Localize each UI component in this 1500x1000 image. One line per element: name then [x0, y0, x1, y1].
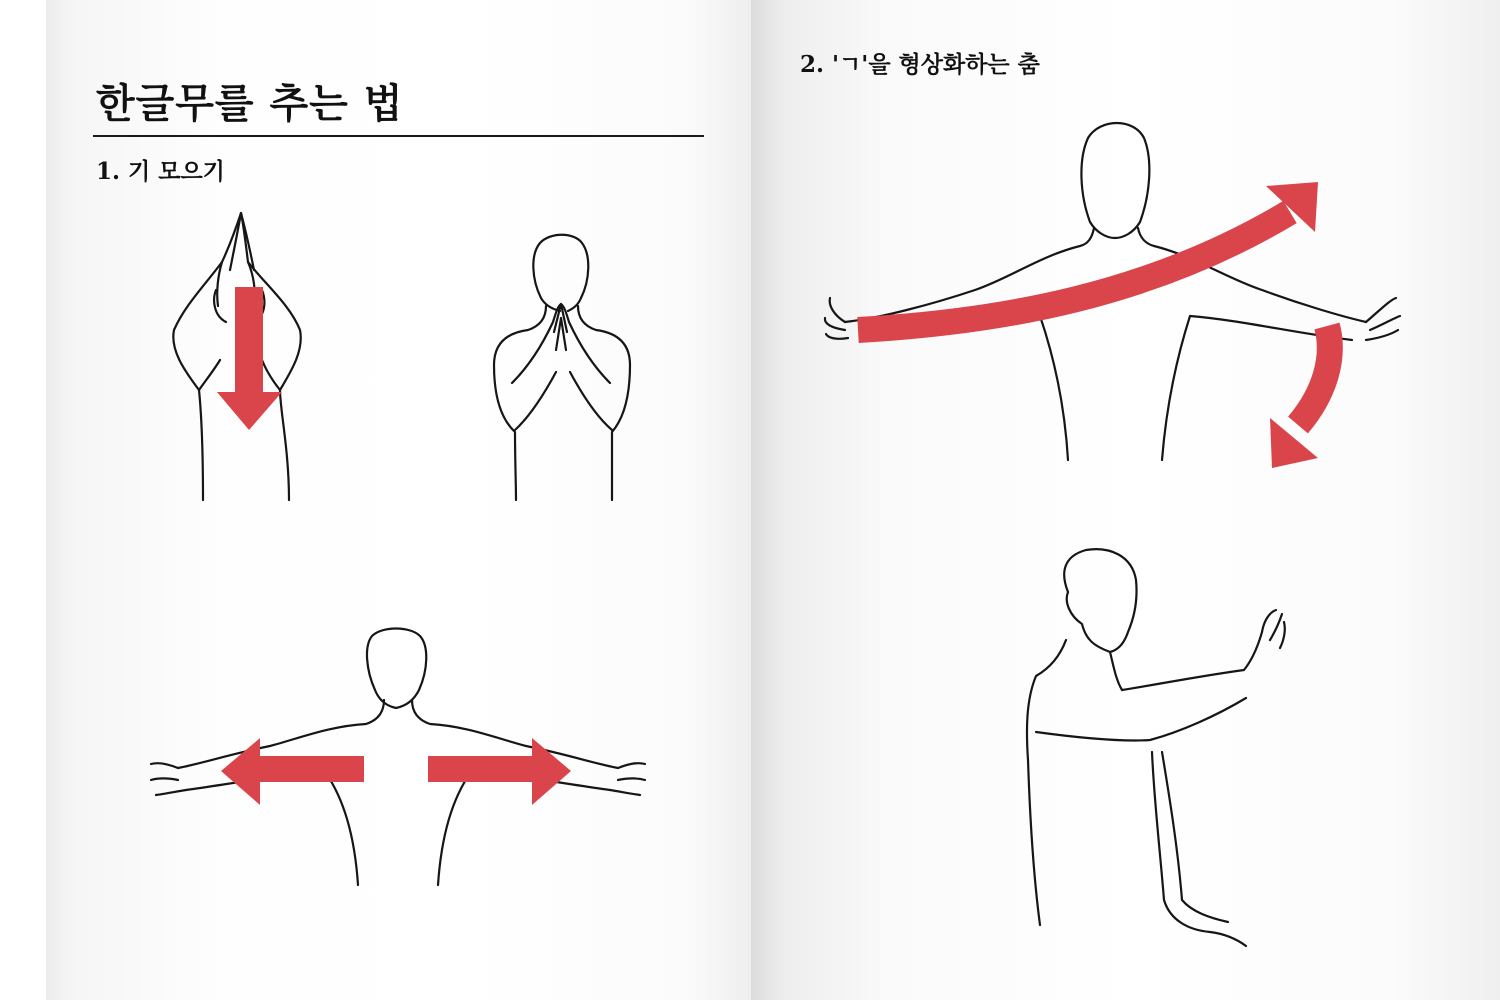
- arrow-left-shaft: [258, 756, 364, 782]
- page-title: 한글무를 추는 법: [96, 80, 404, 127]
- arrow-down-head: [217, 392, 282, 430]
- arrow-curve-shaft: [1298, 326, 1330, 425]
- figure-arms-spread-wide: [151, 629, 645, 886]
- figure-arm-extended-side-view: [1027, 549, 1285, 946]
- arrow-left-head: [221, 738, 260, 805]
- figure-hands-raised-overhead: [173, 213, 300, 500]
- section-1-heading: 1. 기 모으기: [96, 158, 225, 185]
- section-2-heading: 2. 'ㄱ'을 형상화하는 춤: [800, 51, 1040, 78]
- arrow-right-head: [532, 738, 571, 805]
- figure-arms-outstretched-sweep: [825, 123, 1400, 468]
- arrow-down-shaft: [235, 287, 263, 393]
- arrow-right-shaft: [428, 756, 534, 782]
- figure-hands-pressed-at-chest: [494, 235, 630, 500]
- arrow-sweep-shaft: [858, 212, 1290, 330]
